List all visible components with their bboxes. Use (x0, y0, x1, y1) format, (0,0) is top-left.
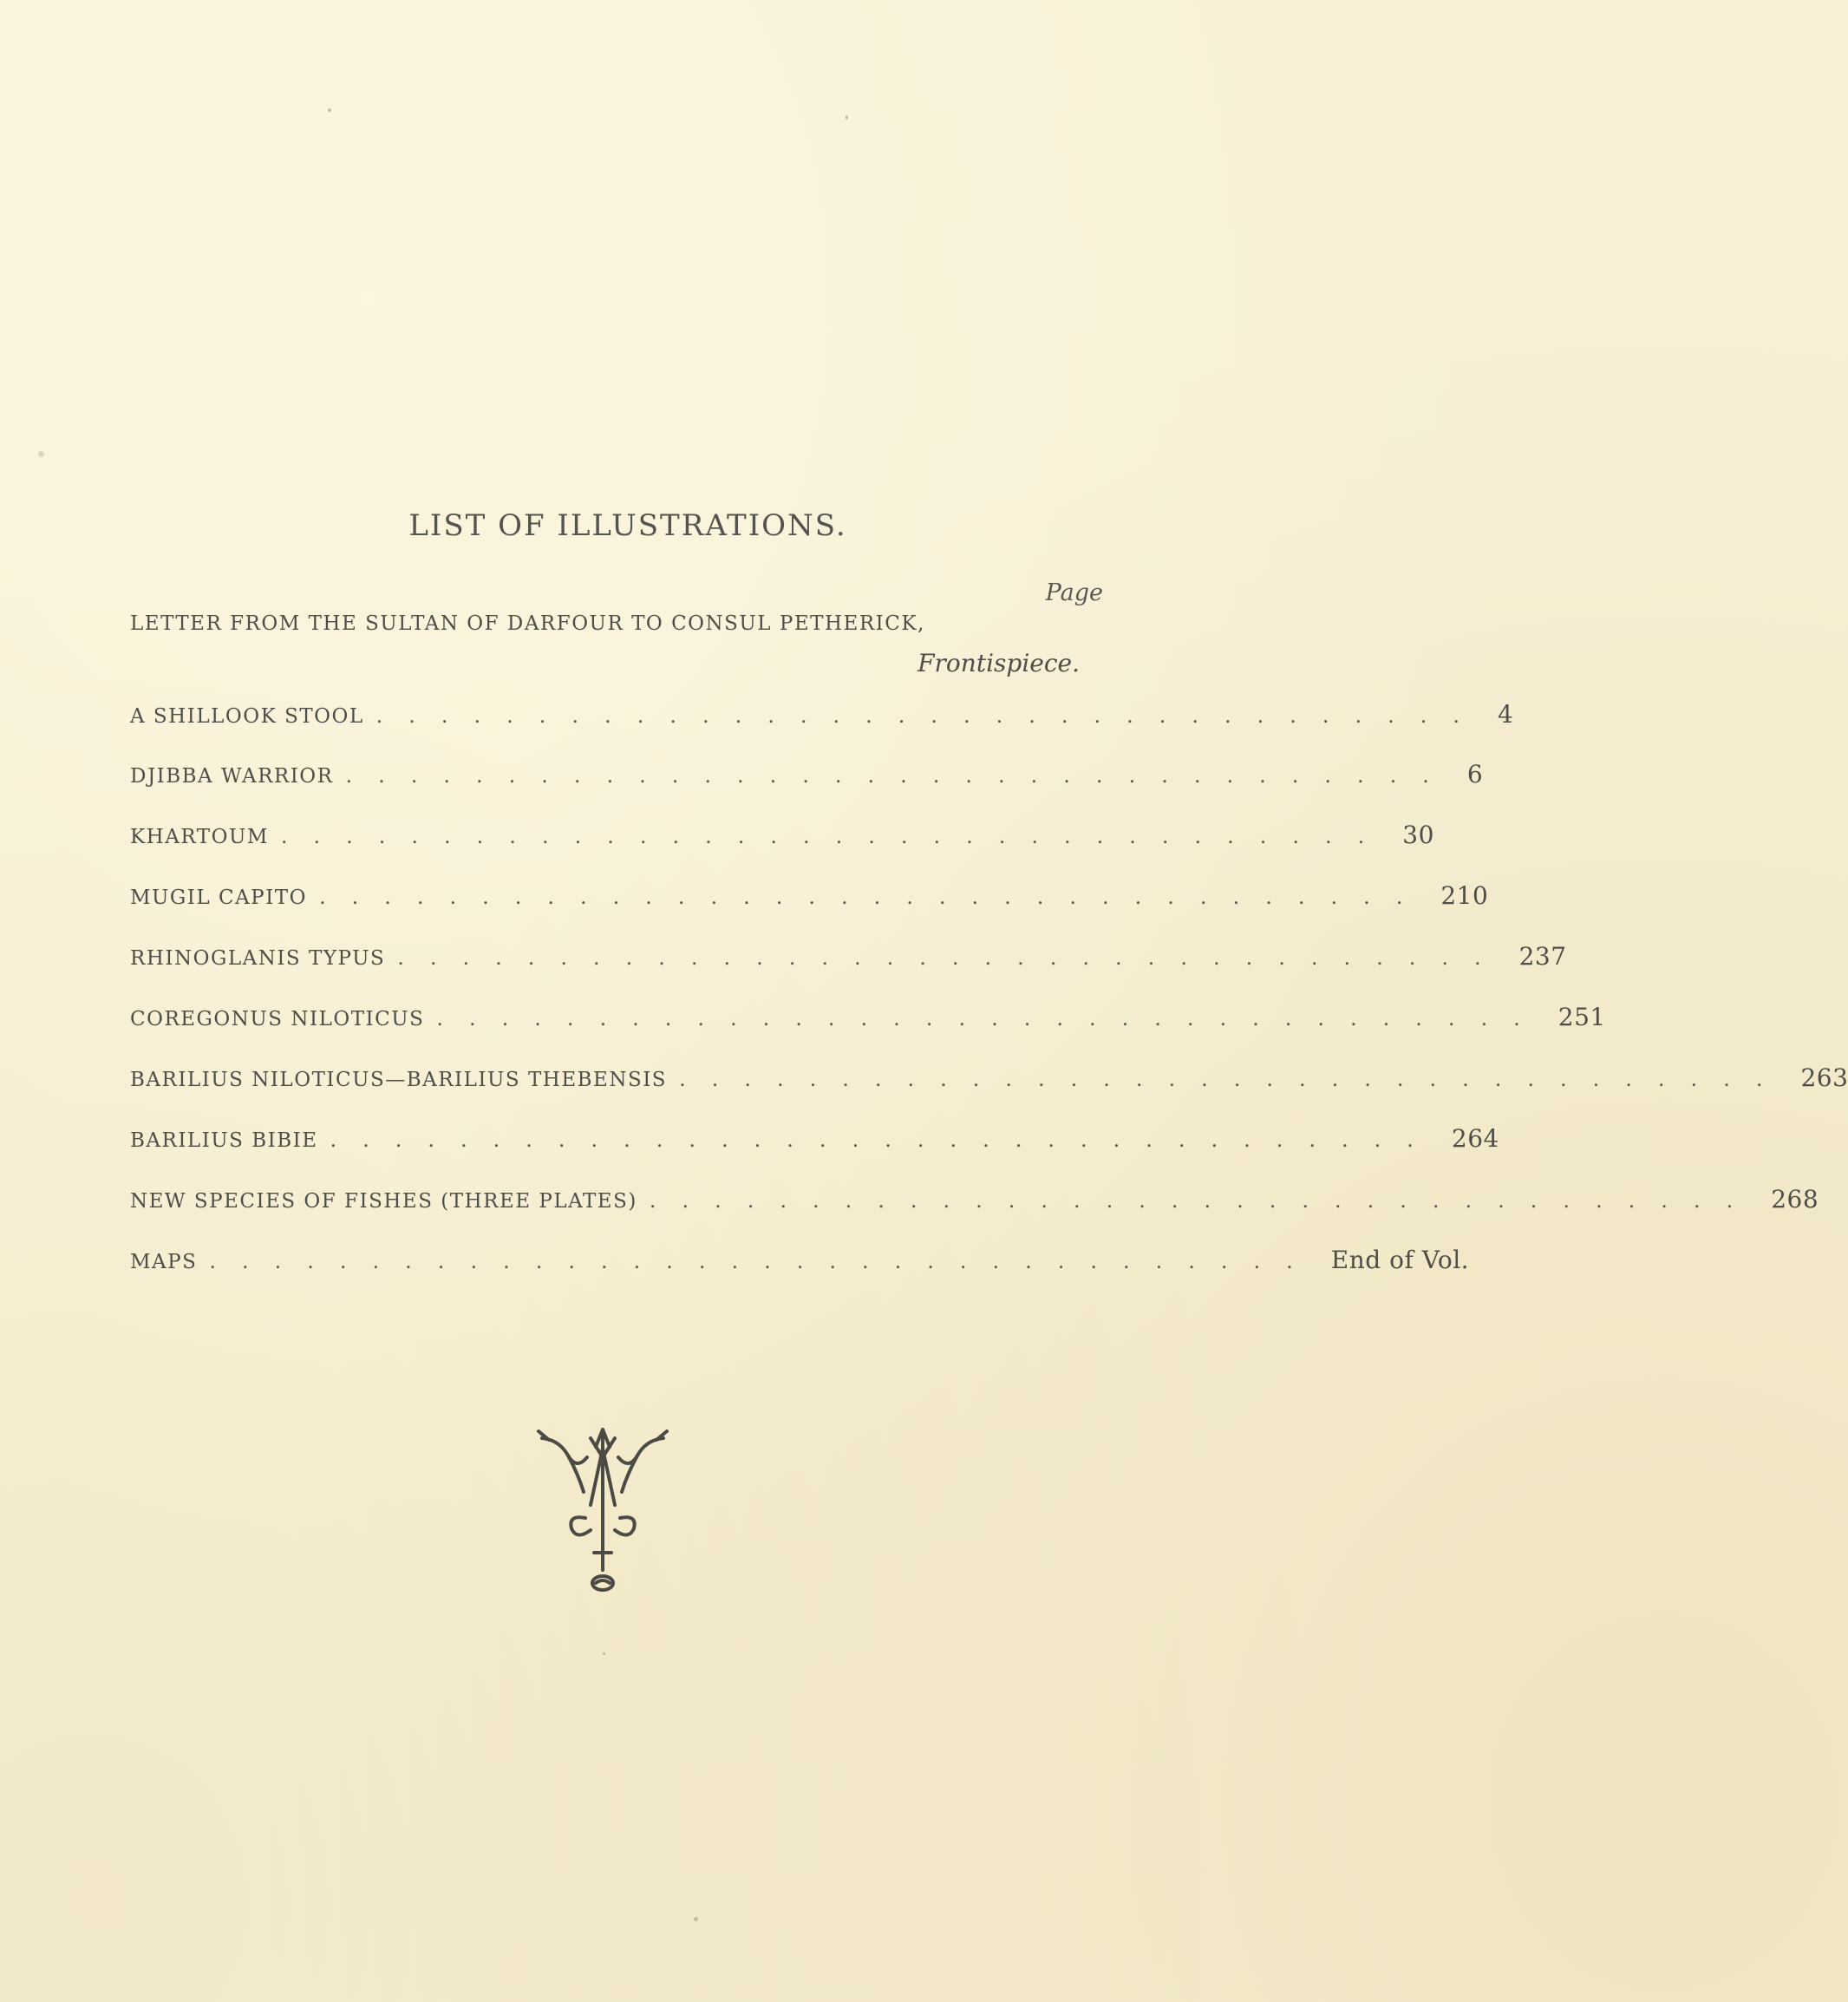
list-item-label: BARILIUS NILOTICUS—BARILIUS THEBENSIS (130, 1069, 668, 1091)
list-item-label: MUGIL CAPITO (130, 887, 307, 909)
leader-dots: .................................. (679, 1067, 1789, 1091)
paper-speck (603, 1652, 605, 1655)
list-item (130, 1124, 1499, 1159)
list-item (130, 1246, 1470, 1280)
list-item-label: MAPS (130, 1251, 198, 1273)
leader-dots: .................................. (318, 885, 1429, 909)
leader-dots: .................................. (330, 1128, 1440, 1152)
list-item-page: 6 (1466, 760, 1484, 788)
list-item-label: COREGONUS NILOTICUS (130, 1008, 425, 1030)
leader-dots: .................................. (436, 1006, 1546, 1030)
list-item (130, 1063, 1848, 1098)
leader-dots: .................................. (649, 1188, 1760, 1213)
list-item (130, 942, 1567, 977)
first-entry-page: Frontispiece. (917, 649, 1080, 677)
floral-tailpiece-icon (533, 1423, 672, 1596)
paper-speck (846, 115, 848, 120)
list-item-page: 4 (1498, 700, 1514, 729)
list-item-page: 264 (1451, 1124, 1499, 1153)
list-item-page: End of Vol. (1330, 1246, 1470, 1274)
leader-dots: .................................. (209, 1249, 1319, 1273)
list-item-label: NEW SPECIES OF FISHES (THREE PLATES) (130, 1190, 637, 1213)
list-item-page: 263 (1800, 1063, 1848, 1092)
list-item-page: 237 (1518, 942, 1567, 971)
list-item (130, 881, 1489, 916)
list-item-page: 210 (1440, 881, 1489, 910)
paper-speck (38, 451, 44, 457)
list-item-page: 30 (1402, 821, 1434, 849)
paper-speck (694, 1917, 698, 1921)
list-item (130, 700, 1514, 735)
list-item-label: A SHILLOOK STOOL (130, 705, 364, 728)
leader-dots: .................................. (280, 824, 1391, 848)
page-column-header: Page (1045, 579, 1103, 606)
list-item (130, 821, 1434, 855)
page-title: LIST OF ILLUSTRATIONS. (408, 508, 847, 543)
list-item-label: DJIBBA WARRIOR (130, 765, 334, 788)
paper-speck (328, 108, 331, 112)
first-entry-label: LETTER FROM THE SULTAN OF DARFOUR TO CONSUL PETHERICK, (130, 612, 925, 635)
leader-dots: .................................. (375, 703, 1486, 728)
list-item (130, 1003, 1606, 1037)
leader-dots: .................................. (345, 763, 1455, 788)
list-item-page: 251 (1557, 1003, 1606, 1031)
list-item-label: KHARTOUM (130, 826, 269, 848)
leader-dots: .................................. (397, 945, 1507, 970)
list-item (130, 1185, 1819, 1220)
list-item-label: BARILIUS BIBIE (130, 1129, 318, 1152)
list-item-page: 268 (1771, 1185, 1819, 1214)
list-item-label: RHINOGLANIS TYPUS (130, 947, 386, 970)
list-item (130, 760, 1484, 795)
